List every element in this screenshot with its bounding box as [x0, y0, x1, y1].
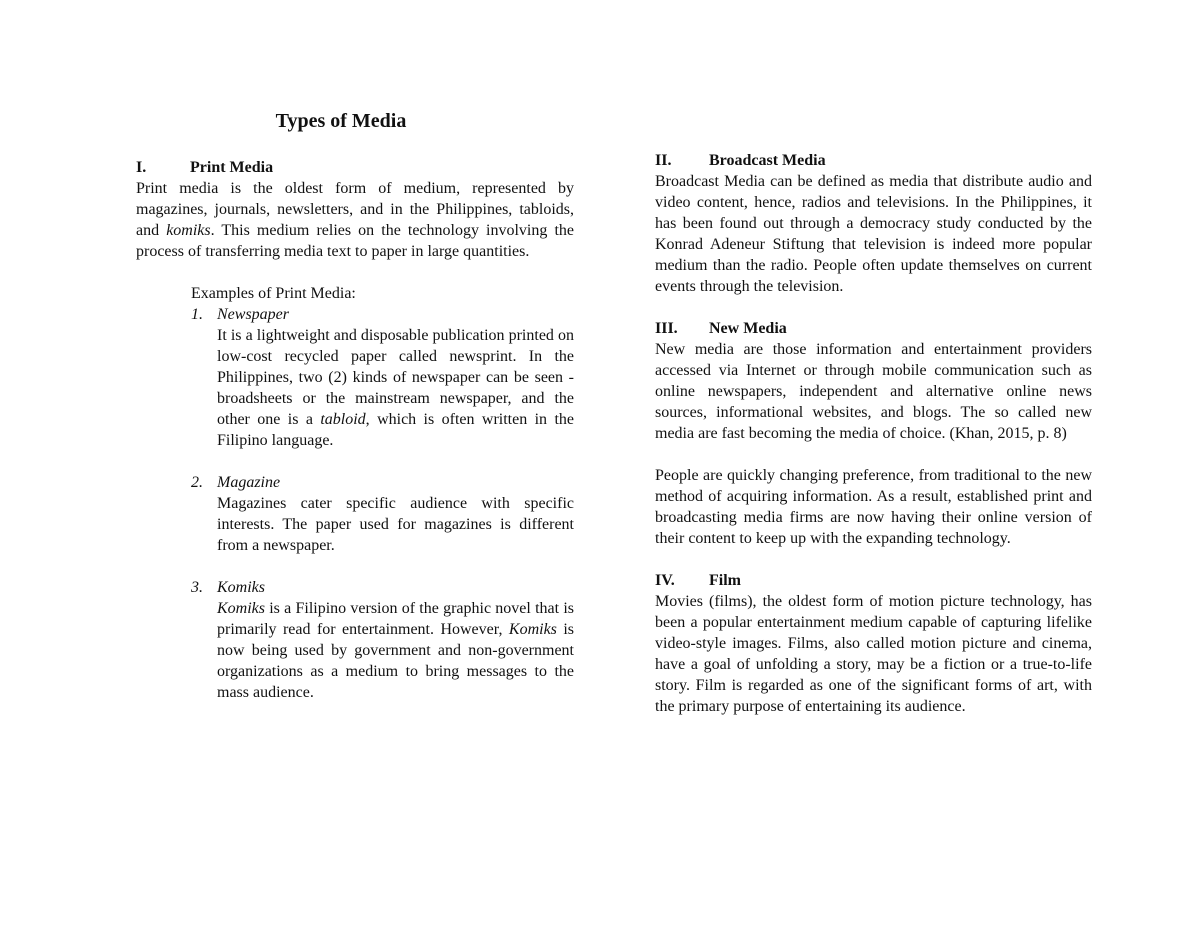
broadcast-media-paragraph: Broadcast Media can be defined as media that distribute audio and video content, hence, radios and televisions. In the Philippines, it has been found out through a democracy study conducted by the Konrad Adeneur Stiftung that television is indeed more popular medium than the radio. People often update themselves on current events through the television.: [655, 173, 1092, 295]
example-item-komiks: [191, 577, 574, 703]
text-run: is a Filipino version of the graphic novel that is primarily read for entertainment. However,: [217, 600, 574, 638]
example-item-magazine: [191, 472, 574, 556]
section-title: Print Media: [190, 159, 274, 176]
example-body: [217, 325, 574, 451]
right-column: [655, 150, 1092, 717]
section-number: I.: [136, 159, 147, 176]
section-heading-broadcast-media: [655, 150, 1092, 171]
section-number: III.: [655, 320, 678, 337]
new-media-paragraph-2: People are quickly changing preference, from traditional to the new method of acquiring information. As a result, established print and broadcasting media firms are now having their online version of their content to keep up with the expanding technology.: [655, 467, 1092, 547]
example-heading: [191, 472, 574, 493]
text-run: It is a lightweight and disposable publication printed on low-cost recycled paper called newsprint. In the Philippines, two (2) kinds of newspaper can be seen - broadsheets or the mainstream newspaper, and the other one is a: [217, 327, 574, 428]
section-number: II.: [655, 152, 672, 169]
text-run: is now being used by government and non-government organizations as a medium to bring messages to the mass audience.: [217, 621, 575, 701]
new-media-paragraph: New media are those information and entertainment providers accessed via Internet or through mobile communication such as online newspapers, independent and alternative online news sources, informational websites, and blogs. The so called new media are fast becoming the media of choice. (Khan, 2015, p. 8): [655, 341, 1092, 442]
print-media-examples: [191, 283, 574, 703]
examples-label: Examples of Print Media:: [191, 285, 356, 302]
film-paragraph: Movies (films), the oldest form of motion picture technology, has been a popular entertainment medium capable of capturing lifelike video-style images. Films, also called motion picture and cinema, have a goal of unfolding a story, may be a fiction or a true-to-life story. Film is regarded as one of the significant forms of art, with the primary purpose of entertaining its audience.: [655, 593, 1092, 715]
section-heading-print-media: [136, 157, 574, 178]
left-column: [136, 157, 574, 703]
example-name: Newspaper: [217, 306, 289, 323]
page-title: Types of Media: [275, 110, 407, 132]
example-body: [217, 598, 574, 703]
example-heading: [191, 577, 574, 598]
example-name: Komiks: [217, 579, 265, 596]
section-title: Broadcast Media: [709, 152, 826, 169]
example-item-newspaper: [191, 304, 574, 451]
italic-term: komiks: [166, 222, 211, 239]
example-heading: [191, 304, 574, 325]
section-heading-film: [655, 570, 1092, 591]
section-number: IV.: [655, 572, 675, 589]
text-run: , which is often written in the Filipino language.: [217, 411, 574, 449]
example-number: 2.: [191, 474, 203, 491]
print-media-paragraph: [136, 178, 574, 262]
text-run: . This medium relies on the technology involving the process of transferring media text to paper in large quantities.: [136, 222, 575, 260]
example-number: 3.: [191, 579, 203, 596]
example-body: Magazines cater specific audience with specific interests. The paper used for magazines is different from a newspaper.: [217, 495, 574, 554]
example-name: Magazine: [217, 474, 281, 491]
text-run: Print media is the oldest form of medium, represented by magazines, journals, newsletters, and in the Philippines, tabloids, and: [136, 180, 574, 239]
section-heading-new-media: [655, 318, 1092, 339]
section-title: Film: [709, 572, 741, 589]
italic-term: Komiks: [217, 600, 265, 617]
section-title: New Media: [709, 320, 787, 337]
italic-term: tabloid: [320, 411, 366, 428]
italic-term: Komiks: [508, 621, 557, 638]
example-number: 1.: [191, 306, 203, 323]
